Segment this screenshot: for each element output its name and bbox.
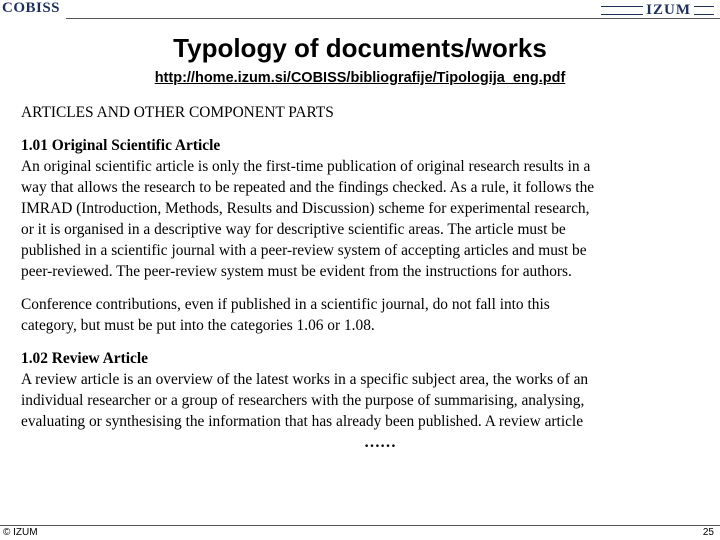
note-line: category, but must be put into the categories 1.06 or 1.08.: [21, 317, 375, 334]
paragraph-line: IMRAD (Introduction, Methods, Results and Discussion) scheme for experimental research,: [21, 200, 590, 217]
paragraph-line: published in a scientific journal with a peer-review system of accepting articles and must be: [21, 242, 587, 259]
section-heading: ARTICLES AND OTHER COMPONENT PARTS: [21, 104, 334, 121]
source-link[interactable]: http://home.izum.si/COBISS/bibliografije/Tipologija_eng.pdf: [154, 70, 566, 86]
izum-logo-text: IZUM: [646, 1, 691, 18]
paragraph-line: individual researcher or a group of researchers with the purpose of summarising, analysing,: [21, 392, 585, 409]
paragraph-line: or it is organised in a descriptive way for descriptive scientific areas. The article must be: [21, 221, 566, 238]
page-number: 25: [702, 527, 714, 538]
footer-divider: [0, 525, 720, 526]
review-article-heading: 1.02 Review Article: [21, 350, 148, 367]
izum-logo-rule-left: [601, 6, 643, 15]
paragraph-line: evaluating or synthesising the information that has already been published. A review article: [21, 413, 584, 430]
original-article-heading: 1.01 Original Scientific Article: [21, 137, 221, 154]
paragraph-line: An original scientific article is only the first-time publication of original research results in a: [21, 158, 591, 175]
izum-logo-rule-right: [694, 6, 714, 15]
paragraph-line: peer-reviewed. The peer-review system must be evident from the instructions for authors.: [21, 263, 572, 280]
copyright-text: © IZUM: [3, 527, 38, 538]
document-body: [21, 102, 701, 452]
paragraph-line: A review article is an overview of the latest works in a specific subject area, the works of an: [21, 371, 589, 388]
slide-header: [0, 0, 720, 20]
note-line: Conference contributions, even if published in a scientific journal, do not fall into this: [21, 296, 550, 313]
header-divider: [66, 18, 720, 19]
cobiss-logo: COBISS: [2, 0, 61, 16]
paragraph-line: way that allows the research to be repeated and the findings checked. As a rule, it follows the: [21, 179, 595, 196]
izum-logo: [601, 1, 714, 19]
page-title: Typology of documents/works: [173, 33, 547, 63]
continuation-ellipsis: ……: [364, 434, 396, 451]
